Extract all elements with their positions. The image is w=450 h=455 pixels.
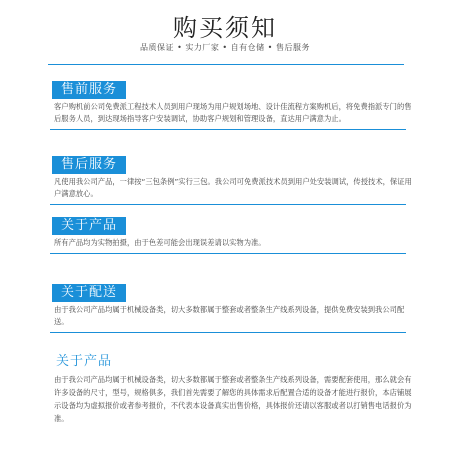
section-heading: 关于配送 [52,284,126,302]
section-text: 客户购机前公司免费派工程技术人员到用户现场为用户规划场地、设计佳流程方案购机后，将免费指派专门的售后服务人员，到达现场指导客户安装调试，协助客户规划和管理设备，直达用户满意为止。 [54,102,412,123]
subtitle: 品质保证 • 实力厂家 • 自有仓储 • 售后服务 [140,43,310,52]
section-text: 所有产品均为实物拍摄，由于色差可能会出现误差请以实物为准。 [54,238,266,247]
title-divider [48,64,404,65]
section-about-delivery [50,281,415,333]
section-divider [50,332,406,333]
section-text: 凡使用我公司产品，一律按“三包条例”实行三包。我公司可免费派技术员到用户处安装调试，传授技术，保证用户满意放心。 [54,177,412,198]
section-about-product [50,214,415,254]
section-heading: 售前服务 [52,81,126,99]
section-presale-service [50,78,415,130]
section-text: 由于我公司产品均属于机械设备类，切大多数都属于整套或者整条生产线系列设备，需要配套使用，那么就会有许多设备的尺寸，型号，规格俱多，我们首先需要了解您的具体需求后配置合适的设备才能进行报价，本店铺展示设备均为虚拟报价或者参考报价，不代表本设备真实出售价格，具体报价还请以客服或者以打销售电话报价为准。 [54,375,412,423]
section-heading: 关于产品 [52,217,126,235]
section-aftersale-service [50,153,415,205]
section-heading: 关于产品 [56,354,113,369]
section-heading: 售后服务 [52,156,126,174]
section-divider [50,204,406,205]
section-about-product-pricing [50,350,415,425]
section-text: 由于我公司产品均属于机械设备类，切大多数都属于整套或者整条生产线系列设备，提供免费安装到我公司配送。 [54,305,405,326]
page-title: 购买须知 [173,14,277,42]
section-divider [50,129,406,130]
section-divider [50,253,406,254]
